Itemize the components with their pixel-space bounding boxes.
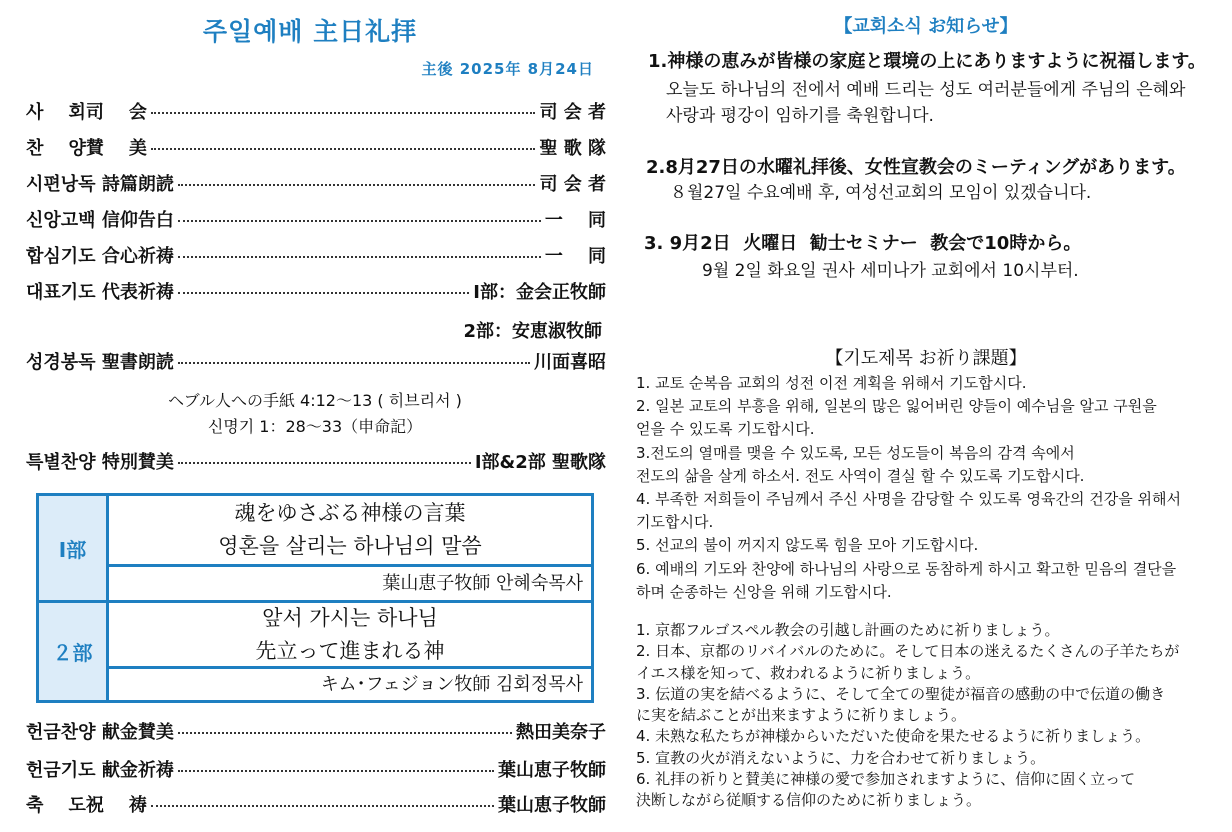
- dot-leader: [178, 220, 541, 222]
- order-label: 찬 양賛 美: [26, 138, 147, 159]
- dot-leader: [151, 148, 536, 150]
- news-item-2-jp: 2.8月27日の水曜礼拝後、女性宣教会のミーティングがあります。: [646, 157, 1186, 178]
- news-item-1-jp: 1.神様の恵みが皆様の家庭と環境の上にありますように祝福します。: [648, 51, 1206, 72]
- news-item-3-jp: 3. 9月2日 火曜日 勧士セミナー 教会で10時から。: [644, 233, 1082, 254]
- prayer-line: 決断しながら従順する信仰のために祈りましょう。: [636, 791, 982, 810]
- dot-leader: [178, 292, 469, 294]
- prayer-list-korean: [636, 372, 1216, 604]
- order-item-united-prayer: [26, 241, 606, 269]
- order-value: 一 同: [544, 246, 606, 267]
- prayer-line: 2. 日本、京都のリバイバルのために。そして日本の迷えるたくさんの子羊たちが: [636, 642, 1180, 661]
- order-value: 司 会 者: [539, 102, 606, 123]
- prayer-line: 기도합시다.: [636, 513, 714, 532]
- prayer-line: 4. 未熟な私たちが神様からいただいた使命を果たせるように祈りましょう。: [636, 727, 1151, 746]
- prayer-line: 전도의 삶을 살게 하소서. 전도 사역이 결실 할 수 있도록 기도합시다.: [636, 466, 1085, 485]
- part-2-preacher: キム･フェジョン牧師 김회정목사: [109, 666, 591, 700]
- prayer-list-japanese: [636, 620, 1216, 812]
- prayer-line: 6. 예배의 기도와 찬양에 하나님의 사랑으로 동참하게 하시고 확고한 믿음의 결단을: [636, 559, 1177, 578]
- prayer-line: 3.전도의 열매를 맺을 수 있도록, 모든 성도들이 복음의 감격 속에서: [636, 443, 1075, 462]
- news-item-3-kr: 9월 2일 화요일 권사 세미나가 교회에서 10시부터.: [702, 261, 1079, 281]
- dot-leader: [178, 462, 471, 464]
- prayer-line: 1. 京都フルゴスペル教会の引越し計画のために祈りましょう。: [636, 621, 1060, 639]
- prayer-line: 얻을 수 있도록 기도합시다.: [636, 420, 815, 439]
- order-item-psalm-reading: [26, 169, 606, 197]
- order-item-offering-praise: [26, 717, 606, 745]
- prayer-line: に実を結ぶことが出来ますように祈りましょう。: [636, 706, 967, 725]
- order-value: 葉山恵子牧師: [498, 795, 606, 816]
- news-item-1-kr-line-1: 오늘도 하나님의 전에서 예배 드리는 성도 여러분들에게 주님의 은혜와: [666, 80, 1186, 100]
- sermon-box: [36, 493, 594, 703]
- order-item-special-praise: [26, 447, 606, 475]
- order-item-benediction: [26, 790, 606, 818]
- order-label: 사 회司 会: [26, 102, 147, 123]
- representative-prayer-part2: 2部：安恵淑牧師: [463, 321, 602, 342]
- order-label: 특별찬양 特別賛美: [26, 452, 174, 473]
- order-item-representative-prayer: [26, 277, 606, 305]
- part-1-preacher: 葉山恵子牧師 안혜숙목사: [109, 564, 591, 600]
- prayer-line: 5. 선교의 불이 꺼지지 않도록 힘을 모아 기도합시다.: [636, 536, 979, 555]
- dot-leader: [178, 732, 512, 734]
- prayer-line: 4. 부족한 저희들이 주님께서 주신 사명을 감당할 수 있도록 영육간의 건강을 위해서: [636, 490, 1181, 509]
- scripture-line-2: 신명기 1：28～33（申命記）: [207, 417, 423, 436]
- news-item-2-kr: ８월27일 수요예배 후, 여성선교회의 모임이 있겠습니다.: [670, 183, 1092, 203]
- dot-leader: [178, 256, 541, 258]
- order-label: 신앙고백 信仰告白: [26, 210, 174, 231]
- order-label: 축 도祝 祷: [26, 795, 147, 816]
- part-1-titles: [109, 497, 591, 563]
- announcements-column: [620, 0, 1232, 832]
- order-item-praise: [26, 133, 606, 161]
- order-label: 대표기도 代表祈祷: [26, 282, 174, 303]
- prayer-line: 하며 순종하는 신앙을 위해 기도합시다.: [636, 582, 892, 601]
- order-value: 一 同: [544, 210, 606, 231]
- part-2-label: ２部: [39, 603, 109, 700]
- order-item-presiding: [26, 97, 606, 125]
- prayer-line: 2. 일본 교토의 부흥을 위해, 일본의 많은 잃어버린 양들이 예수님을 알고 구원을: [636, 397, 1157, 416]
- order-value: 司 会 者: [539, 174, 606, 195]
- order-item-confession: [26, 205, 606, 233]
- order-label: 시편낭독 詩篇朗読: [26, 174, 174, 195]
- dot-leader: [151, 805, 494, 807]
- order-value: Ⅰ部：金会正牧師: [473, 282, 606, 303]
- order-label: 합심기도 合心祈祷: [26, 246, 174, 267]
- prayer-line: 3. 伝道の実を結べるように、そして全ての聖徒が福音の感動の中で伝道の働き: [636, 684, 1166, 703]
- order-value: 熱田美奈子: [516, 722, 606, 743]
- part-1-title-jp: 魂をゆさぶる神様の言葉: [234, 501, 466, 525]
- prayer-line: 5. 宣教の火が消えないように、力を合わせて祈りましょう。: [636, 748, 1046, 767]
- prayer-line: 1. 교토 순복음 교회의 성전 이전 계획을 위해서 기도합시다.: [636, 374, 1027, 392]
- dot-leader: [178, 362, 530, 364]
- dot-leader: [178, 184, 536, 186]
- order-item-scripture-reading: [26, 347, 606, 375]
- service-date: 主後 2025年 8月24日: [421, 60, 594, 78]
- part-1-title-kr: 영혼을 살리는 하나님의 말씀: [218, 534, 482, 558]
- part-1-label: Ⅰ部: [39, 496, 109, 600]
- news-item-1-kr-line-2: 사랑과 평강이 임하기를 축원합니다.: [666, 106, 934, 126]
- prayer-line: 6. 礼拝の祈りと賛美に神様の愛で参加されますように、信仰に固く立って: [636, 770, 1136, 789]
- part-2-title-kr: 앞서 가시는 하나님: [262, 606, 438, 630]
- order-item-offering-prayer: [26, 755, 606, 783]
- order-value: Ⅰ部&2部 聖歌隊: [474, 452, 606, 473]
- scripture-line-1: ヘブル人への手紙 4:12～13 ( 히브리서 ): [168, 391, 462, 410]
- order-label: 헌금찬양 献金賛美: [26, 722, 174, 743]
- order-label: 헌금기도 献金祈祷: [26, 760, 174, 781]
- service-title: 주일예배 主日礼拝: [202, 17, 418, 46]
- order-label: 성경봉독 聖書朗読: [26, 352, 174, 373]
- order-value: 葉山恵子牧師: [498, 760, 606, 781]
- prayer-line: イエス様を知って、救われるように祈りましょう。: [636, 663, 981, 682]
- prayer-heading: 【기도제목 お祈り課題】: [825, 348, 1027, 369]
- order-value: 川面喜昭: [534, 352, 606, 373]
- news-heading: 【교회소식 お知らせ】: [834, 16, 1018, 37]
- order-value: 聖 歌 隊: [539, 138, 606, 159]
- dot-leader: [151, 112, 536, 114]
- dot-leader: [178, 770, 494, 772]
- part-2-title-jp: 先立って進まれる神: [255, 639, 445, 663]
- sermon-part-1: [39, 496, 591, 600]
- part-2-titles: [109, 602, 591, 668]
- sermon-part-2: [39, 603, 591, 700]
